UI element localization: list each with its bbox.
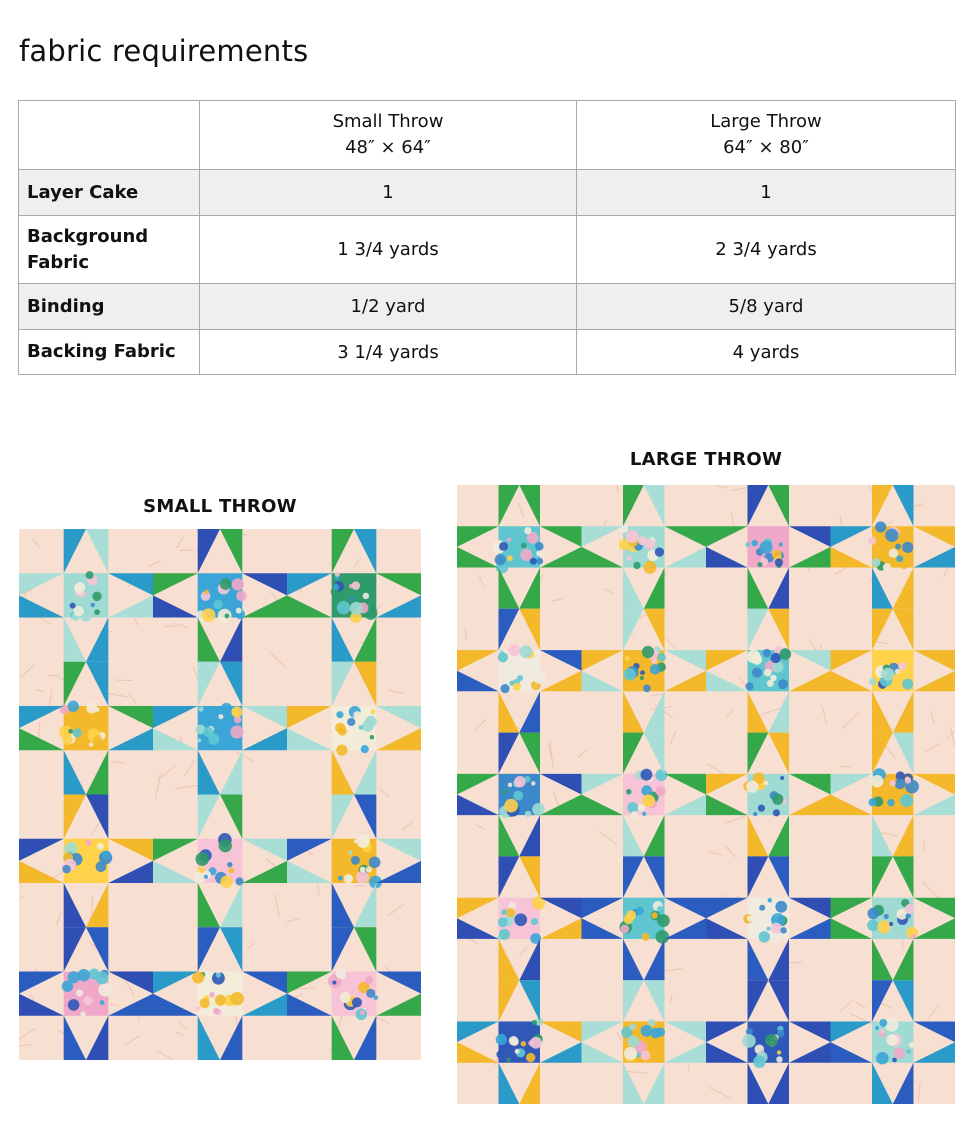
center-print-dot bbox=[756, 1034, 764, 1042]
center-print-dot bbox=[537, 558, 544, 565]
center-print-dot bbox=[753, 812, 757, 816]
center-print-dot bbox=[640, 670, 645, 675]
large-throw-quilt-image bbox=[457, 485, 955, 1104]
center-print-dot bbox=[536, 551, 542, 557]
center-print-dot bbox=[98, 983, 112, 997]
center-print-dot bbox=[225, 614, 230, 619]
background-print-line bbox=[116, 680, 133, 681]
cell-small-throw: 3 1/4 yards bbox=[200, 330, 577, 375]
center-print-dot bbox=[895, 669, 900, 674]
center-print-dot bbox=[779, 648, 791, 660]
center-print-dot bbox=[511, 659, 519, 667]
center-print-dot bbox=[882, 668, 895, 681]
center-print-dot bbox=[94, 609, 100, 615]
center-print-dot bbox=[215, 995, 226, 1006]
center-print-dot bbox=[896, 555, 903, 562]
center-print-dot bbox=[884, 914, 889, 919]
center-print-dot bbox=[655, 786, 665, 796]
row-label: Binding bbox=[19, 284, 200, 330]
center-print-dot bbox=[219, 839, 232, 852]
center-print-dot bbox=[642, 646, 654, 658]
cell-large-throw: 1 bbox=[577, 170, 956, 216]
center-print-dot bbox=[91, 603, 95, 607]
center-print-dot bbox=[626, 556, 631, 561]
center-print-dot bbox=[876, 1052, 888, 1064]
center-print-dot bbox=[96, 861, 107, 872]
large-throw-label: LARGE THROW bbox=[629, 449, 783, 470]
center-print-dot bbox=[775, 901, 787, 913]
center-print-dot bbox=[97, 843, 104, 850]
center-print-dot bbox=[498, 917, 508, 927]
center-print-dot bbox=[336, 745, 347, 756]
center-print-dot bbox=[507, 555, 513, 561]
center-print-dot bbox=[204, 875, 208, 879]
center-print-dot bbox=[533, 670, 546, 683]
center-print-dot bbox=[216, 972, 221, 977]
center-print-dot bbox=[777, 1050, 781, 1054]
center-print-dot bbox=[360, 867, 366, 873]
center-print-dot bbox=[356, 871, 369, 884]
center-print-dot bbox=[62, 735, 72, 745]
center-print-dot bbox=[620, 925, 629, 934]
center-print-dot bbox=[895, 779, 906, 790]
center-print-dot bbox=[889, 548, 898, 557]
center-print-dot bbox=[875, 521, 886, 532]
center-print-dot bbox=[336, 969, 346, 979]
cell-large-throw: 2 3/4 yards bbox=[577, 216, 956, 284]
center-print-dot bbox=[336, 711, 343, 718]
center-print-dot bbox=[883, 563, 891, 571]
center-print-dot bbox=[902, 542, 913, 553]
center-print-dot bbox=[871, 775, 883, 787]
center-print-dot bbox=[626, 789, 632, 795]
center-print-dot bbox=[655, 769, 667, 781]
column-header-small-throw bbox=[200, 101, 577, 170]
center-print-dot bbox=[68, 971, 80, 983]
center-print-dot bbox=[780, 776, 784, 780]
center-print-dot bbox=[83, 996, 92, 1005]
center-print-dot bbox=[366, 867, 372, 873]
center-print-dot bbox=[100, 1000, 105, 1005]
center-print-dot bbox=[629, 1023, 636, 1030]
center-print-dot bbox=[877, 920, 890, 933]
center-print-dot bbox=[354, 839, 358, 843]
center-print-dot bbox=[198, 706, 203, 711]
row-label: Layer Cake bbox=[19, 170, 200, 216]
center-print-dot bbox=[195, 852, 209, 866]
center-print-dot bbox=[236, 608, 242, 614]
center-print-dot bbox=[350, 602, 363, 615]
center-print-dot bbox=[745, 542, 750, 547]
table-row bbox=[19, 284, 956, 330]
center-print-dot bbox=[344, 874, 353, 883]
center-print-dot bbox=[894, 1048, 905, 1059]
center-print-dot bbox=[504, 799, 518, 813]
center-print-dot bbox=[68, 729, 73, 734]
center-print-dot bbox=[641, 785, 652, 796]
center-print-dot bbox=[868, 908, 879, 919]
center-print-dot bbox=[195, 1006, 200, 1011]
center-print-dot bbox=[531, 781, 535, 785]
center-print-dot bbox=[236, 877, 244, 885]
center-print-dot bbox=[763, 649, 771, 657]
center-print-dot bbox=[868, 537, 876, 545]
center-print-dot bbox=[636, 907, 644, 915]
cell-large-throw: 4 yards bbox=[577, 330, 956, 375]
center-print-dot bbox=[501, 909, 507, 915]
center-print-dot bbox=[875, 1026, 879, 1030]
center-print-dot bbox=[891, 1036, 899, 1044]
center-print-dot bbox=[624, 668, 637, 681]
center-print-dot bbox=[657, 653, 665, 661]
center-print-dot bbox=[209, 992, 214, 997]
center-print-dot bbox=[644, 561, 657, 574]
center-print-dot bbox=[363, 593, 369, 599]
center-print-dot bbox=[513, 791, 523, 801]
center-print-dot bbox=[351, 856, 360, 865]
center-print-dot bbox=[525, 811, 531, 817]
center-print-dot bbox=[73, 728, 82, 737]
center-print-dot bbox=[759, 931, 770, 942]
center-print-dot bbox=[775, 558, 783, 566]
center-print-dot bbox=[906, 1049, 910, 1053]
center-print-dot bbox=[530, 1037, 542, 1049]
center-print-dot bbox=[656, 1027, 665, 1036]
center-print-dot bbox=[365, 976, 373, 984]
center-print-dot bbox=[76, 739, 85, 748]
center-print-dot bbox=[898, 662, 906, 670]
center-print-dot bbox=[508, 644, 520, 656]
center-print-dot bbox=[507, 537, 512, 542]
column-header-name: Small Throw bbox=[332, 111, 444, 132]
center-print-dot bbox=[530, 558, 537, 565]
center-print-dot bbox=[651, 912, 657, 918]
center-print-dot bbox=[772, 794, 783, 805]
center-print-dot bbox=[335, 572, 340, 577]
center-print-dot bbox=[752, 655, 762, 665]
center-print-dot bbox=[68, 701, 79, 712]
center-print-dot bbox=[86, 840, 92, 846]
center-print-dot bbox=[767, 927, 771, 931]
center-print-dot bbox=[624, 1047, 637, 1060]
center-print-dot bbox=[626, 530, 639, 543]
center-print-dot bbox=[506, 908, 515, 917]
center-print-dot bbox=[880, 1029, 885, 1034]
center-print-dot bbox=[769, 933, 780, 944]
center-print-dot bbox=[514, 913, 527, 926]
center-print-dot bbox=[905, 904, 915, 914]
center-print-dot bbox=[96, 972, 109, 985]
center-print-dot bbox=[496, 1050, 505, 1059]
center-print-dot bbox=[499, 929, 510, 940]
center-print-dot bbox=[645, 539, 656, 550]
center-print-dot bbox=[220, 578, 231, 589]
column-header-large-throw bbox=[577, 101, 956, 170]
center-print-dot bbox=[869, 678, 876, 685]
center-print-dot bbox=[68, 999, 80, 1011]
center-print-dot bbox=[745, 682, 753, 690]
center-print-dot bbox=[360, 1010, 365, 1015]
center-print-dot bbox=[231, 706, 242, 717]
center-print-dot bbox=[655, 547, 664, 556]
center-print-dot bbox=[353, 711, 361, 719]
column-header-name: Large Throw bbox=[710, 111, 822, 132]
center-print-dot bbox=[496, 1034, 507, 1045]
center-print-dot bbox=[752, 668, 762, 678]
center-print-dot bbox=[767, 680, 774, 687]
center-print-dot bbox=[203, 727, 214, 738]
center-print-dot bbox=[366, 989, 375, 998]
center-print-dot bbox=[333, 584, 339, 590]
center-print-dot bbox=[514, 776, 525, 787]
center-print-dot bbox=[213, 600, 222, 609]
center-print-dot bbox=[74, 582, 85, 593]
center-print-dot bbox=[531, 918, 538, 925]
center-print-dot bbox=[760, 541, 773, 554]
center-print-dot bbox=[200, 998, 210, 1008]
center-print-dot bbox=[338, 876, 343, 881]
center-print-dot bbox=[780, 927, 786, 933]
center-print-dot bbox=[633, 562, 640, 569]
table-row bbox=[19, 216, 956, 284]
center-print-dot bbox=[369, 857, 381, 869]
center-print-dot bbox=[370, 735, 374, 739]
fabric-requirements-table bbox=[18, 100, 956, 375]
center-print-dot bbox=[905, 777, 911, 783]
center-print-dot bbox=[500, 684, 509, 693]
center-print-dot bbox=[651, 658, 657, 664]
center-print-dot bbox=[764, 669, 772, 677]
center-print-dot bbox=[521, 1041, 527, 1047]
center-print-dot bbox=[229, 868, 235, 874]
center-print-dot bbox=[347, 718, 355, 726]
center-print-dot bbox=[871, 558, 880, 567]
center-print-dot bbox=[879, 1019, 887, 1027]
center-print-dot bbox=[642, 812, 646, 816]
center-print-dot bbox=[220, 876, 232, 888]
center-print-dot bbox=[889, 922, 893, 926]
center-print-dot bbox=[371, 709, 376, 714]
cell-large-throw: 5/8 yard bbox=[577, 284, 956, 330]
column-header-size: 64″ × 80″ bbox=[723, 137, 809, 158]
center-print-dot bbox=[742, 1034, 756, 1048]
table-row bbox=[19, 170, 956, 216]
center-print-dot bbox=[80, 602, 84, 606]
center-print-dot bbox=[776, 1056, 782, 1062]
center-print-dot bbox=[648, 1019, 656, 1027]
center-print-dot bbox=[213, 1008, 220, 1015]
table-row bbox=[19, 330, 956, 375]
center-print-dot bbox=[628, 1035, 640, 1047]
center-print-dot bbox=[340, 992, 351, 1003]
center-print-dot bbox=[526, 1053, 535, 1062]
center-print-dot bbox=[889, 780, 895, 786]
center-print-dot bbox=[758, 562, 763, 567]
center-print-dot bbox=[506, 1057, 510, 1061]
row-label: Backing Fabric bbox=[19, 330, 200, 375]
center-print-dot bbox=[758, 805, 765, 812]
center-print-dot bbox=[885, 529, 898, 542]
center-print-dot bbox=[778, 679, 788, 689]
center-print-dot bbox=[642, 794, 655, 807]
center-print-dot bbox=[348, 850, 352, 854]
center-print-dot bbox=[657, 906, 663, 912]
center-print-dot bbox=[495, 554, 506, 565]
center-print-dot bbox=[768, 898, 772, 902]
center-print-dot bbox=[656, 930, 670, 944]
center-print-dot bbox=[197, 738, 201, 742]
center-print-dot bbox=[657, 914, 670, 927]
center-print-dot bbox=[868, 798, 876, 806]
center-print-dot bbox=[751, 540, 757, 546]
center-print-dot bbox=[351, 581, 360, 590]
center-print-dot bbox=[80, 1011, 85, 1016]
center-print-dot bbox=[900, 794, 913, 807]
center-print-dot bbox=[643, 685, 651, 693]
center-print-dot bbox=[765, 1034, 778, 1047]
center-print-dot bbox=[641, 769, 653, 781]
center-print-dot bbox=[499, 542, 508, 551]
center-print-dot bbox=[498, 652, 508, 662]
center-print-dot bbox=[361, 745, 369, 753]
cell-small-throw: 1 3/4 yards bbox=[200, 216, 577, 284]
center-print-dot bbox=[335, 723, 345, 733]
center-print-dot bbox=[510, 1038, 518, 1046]
center-print-dot bbox=[626, 910, 636, 920]
center-print-dot bbox=[773, 809, 780, 816]
small-throw-quilt-image bbox=[19, 529, 421, 1060]
center-print-dot bbox=[532, 1020, 537, 1025]
center-print-dot bbox=[86, 703, 97, 714]
center-print-dot bbox=[227, 862, 232, 867]
center-print-dot bbox=[78, 969, 90, 981]
cell-small-throw: 1/2 yard bbox=[200, 284, 577, 330]
center-print-dot bbox=[230, 992, 244, 1006]
center-print-dot bbox=[205, 590, 209, 594]
center-print-dot bbox=[771, 653, 781, 663]
center-print-dot bbox=[102, 851, 111, 860]
center-print-dot bbox=[349, 597, 354, 602]
center-print-dot bbox=[519, 645, 532, 658]
center-print-dot bbox=[508, 783, 513, 788]
center-print-dot bbox=[640, 676, 644, 680]
center-print-dot bbox=[746, 1028, 753, 1035]
center-print-dot bbox=[62, 865, 70, 873]
center-print-dot bbox=[746, 781, 758, 793]
center-print-dot bbox=[909, 1042, 915, 1048]
center-print-dot bbox=[352, 997, 362, 1007]
small-throw-label: SMALL THROW bbox=[143, 496, 297, 517]
quilt-svg bbox=[19, 529, 421, 1060]
center-print-dot bbox=[887, 799, 894, 806]
center-print-dot bbox=[361, 835, 369, 843]
center-print-dot bbox=[85, 869, 95, 879]
center-print-dot bbox=[642, 933, 650, 941]
center-print-dot bbox=[521, 543, 527, 549]
table-header-empty bbox=[19, 101, 200, 170]
center-print-dot bbox=[232, 578, 244, 590]
center-print-dot bbox=[332, 980, 336, 984]
center-print-dot bbox=[902, 679, 913, 690]
row-label: Background Fabric bbox=[19, 216, 200, 284]
center-print-dot bbox=[337, 601, 350, 614]
center-print-dot bbox=[73, 606, 83, 616]
center-print-dot bbox=[753, 1056, 766, 1069]
center-print-dot bbox=[218, 714, 223, 719]
center-print-dot bbox=[92, 592, 101, 601]
center-print-dot bbox=[76, 990, 83, 997]
center-print-dot bbox=[236, 591, 247, 602]
center-print-dot bbox=[359, 725, 363, 729]
center-print-dot bbox=[515, 1049, 520, 1054]
center-print-dot bbox=[535, 542, 544, 551]
center-print-dot bbox=[230, 725, 243, 738]
center-print-dot bbox=[630, 811, 638, 819]
center-print-dot bbox=[892, 1058, 897, 1063]
quilt-svg bbox=[457, 485, 955, 1104]
center-print-dot bbox=[641, 1051, 651, 1061]
center-print-dot bbox=[759, 905, 765, 911]
center-print-dot bbox=[747, 915, 754, 922]
center-print-dot bbox=[764, 781, 768, 785]
center-print-dot bbox=[524, 527, 531, 534]
center-print-dot bbox=[779, 542, 783, 546]
center-print-dot bbox=[93, 735, 101, 743]
center-print-dot bbox=[365, 716, 377, 728]
center-print-dot bbox=[513, 683, 521, 691]
center-print-dot bbox=[650, 664, 661, 675]
cell-small-throw: 1 bbox=[200, 170, 577, 216]
center-print-dot bbox=[895, 543, 901, 549]
center-print-dot bbox=[771, 923, 782, 934]
center-print-dot bbox=[89, 742, 93, 746]
center-print-dot bbox=[86, 571, 94, 579]
center-print-dot bbox=[202, 608, 216, 622]
table-header-row bbox=[19, 101, 956, 170]
page-title: fabric requirements bbox=[19, 34, 309, 68]
center-print-dot bbox=[221, 703, 232, 714]
center-print-dot bbox=[625, 656, 630, 661]
center-print-dot bbox=[906, 913, 911, 918]
column-header-size: 48″ × 64″ bbox=[345, 137, 431, 158]
center-print-dot bbox=[867, 920, 878, 931]
center-print-dot bbox=[517, 675, 523, 681]
